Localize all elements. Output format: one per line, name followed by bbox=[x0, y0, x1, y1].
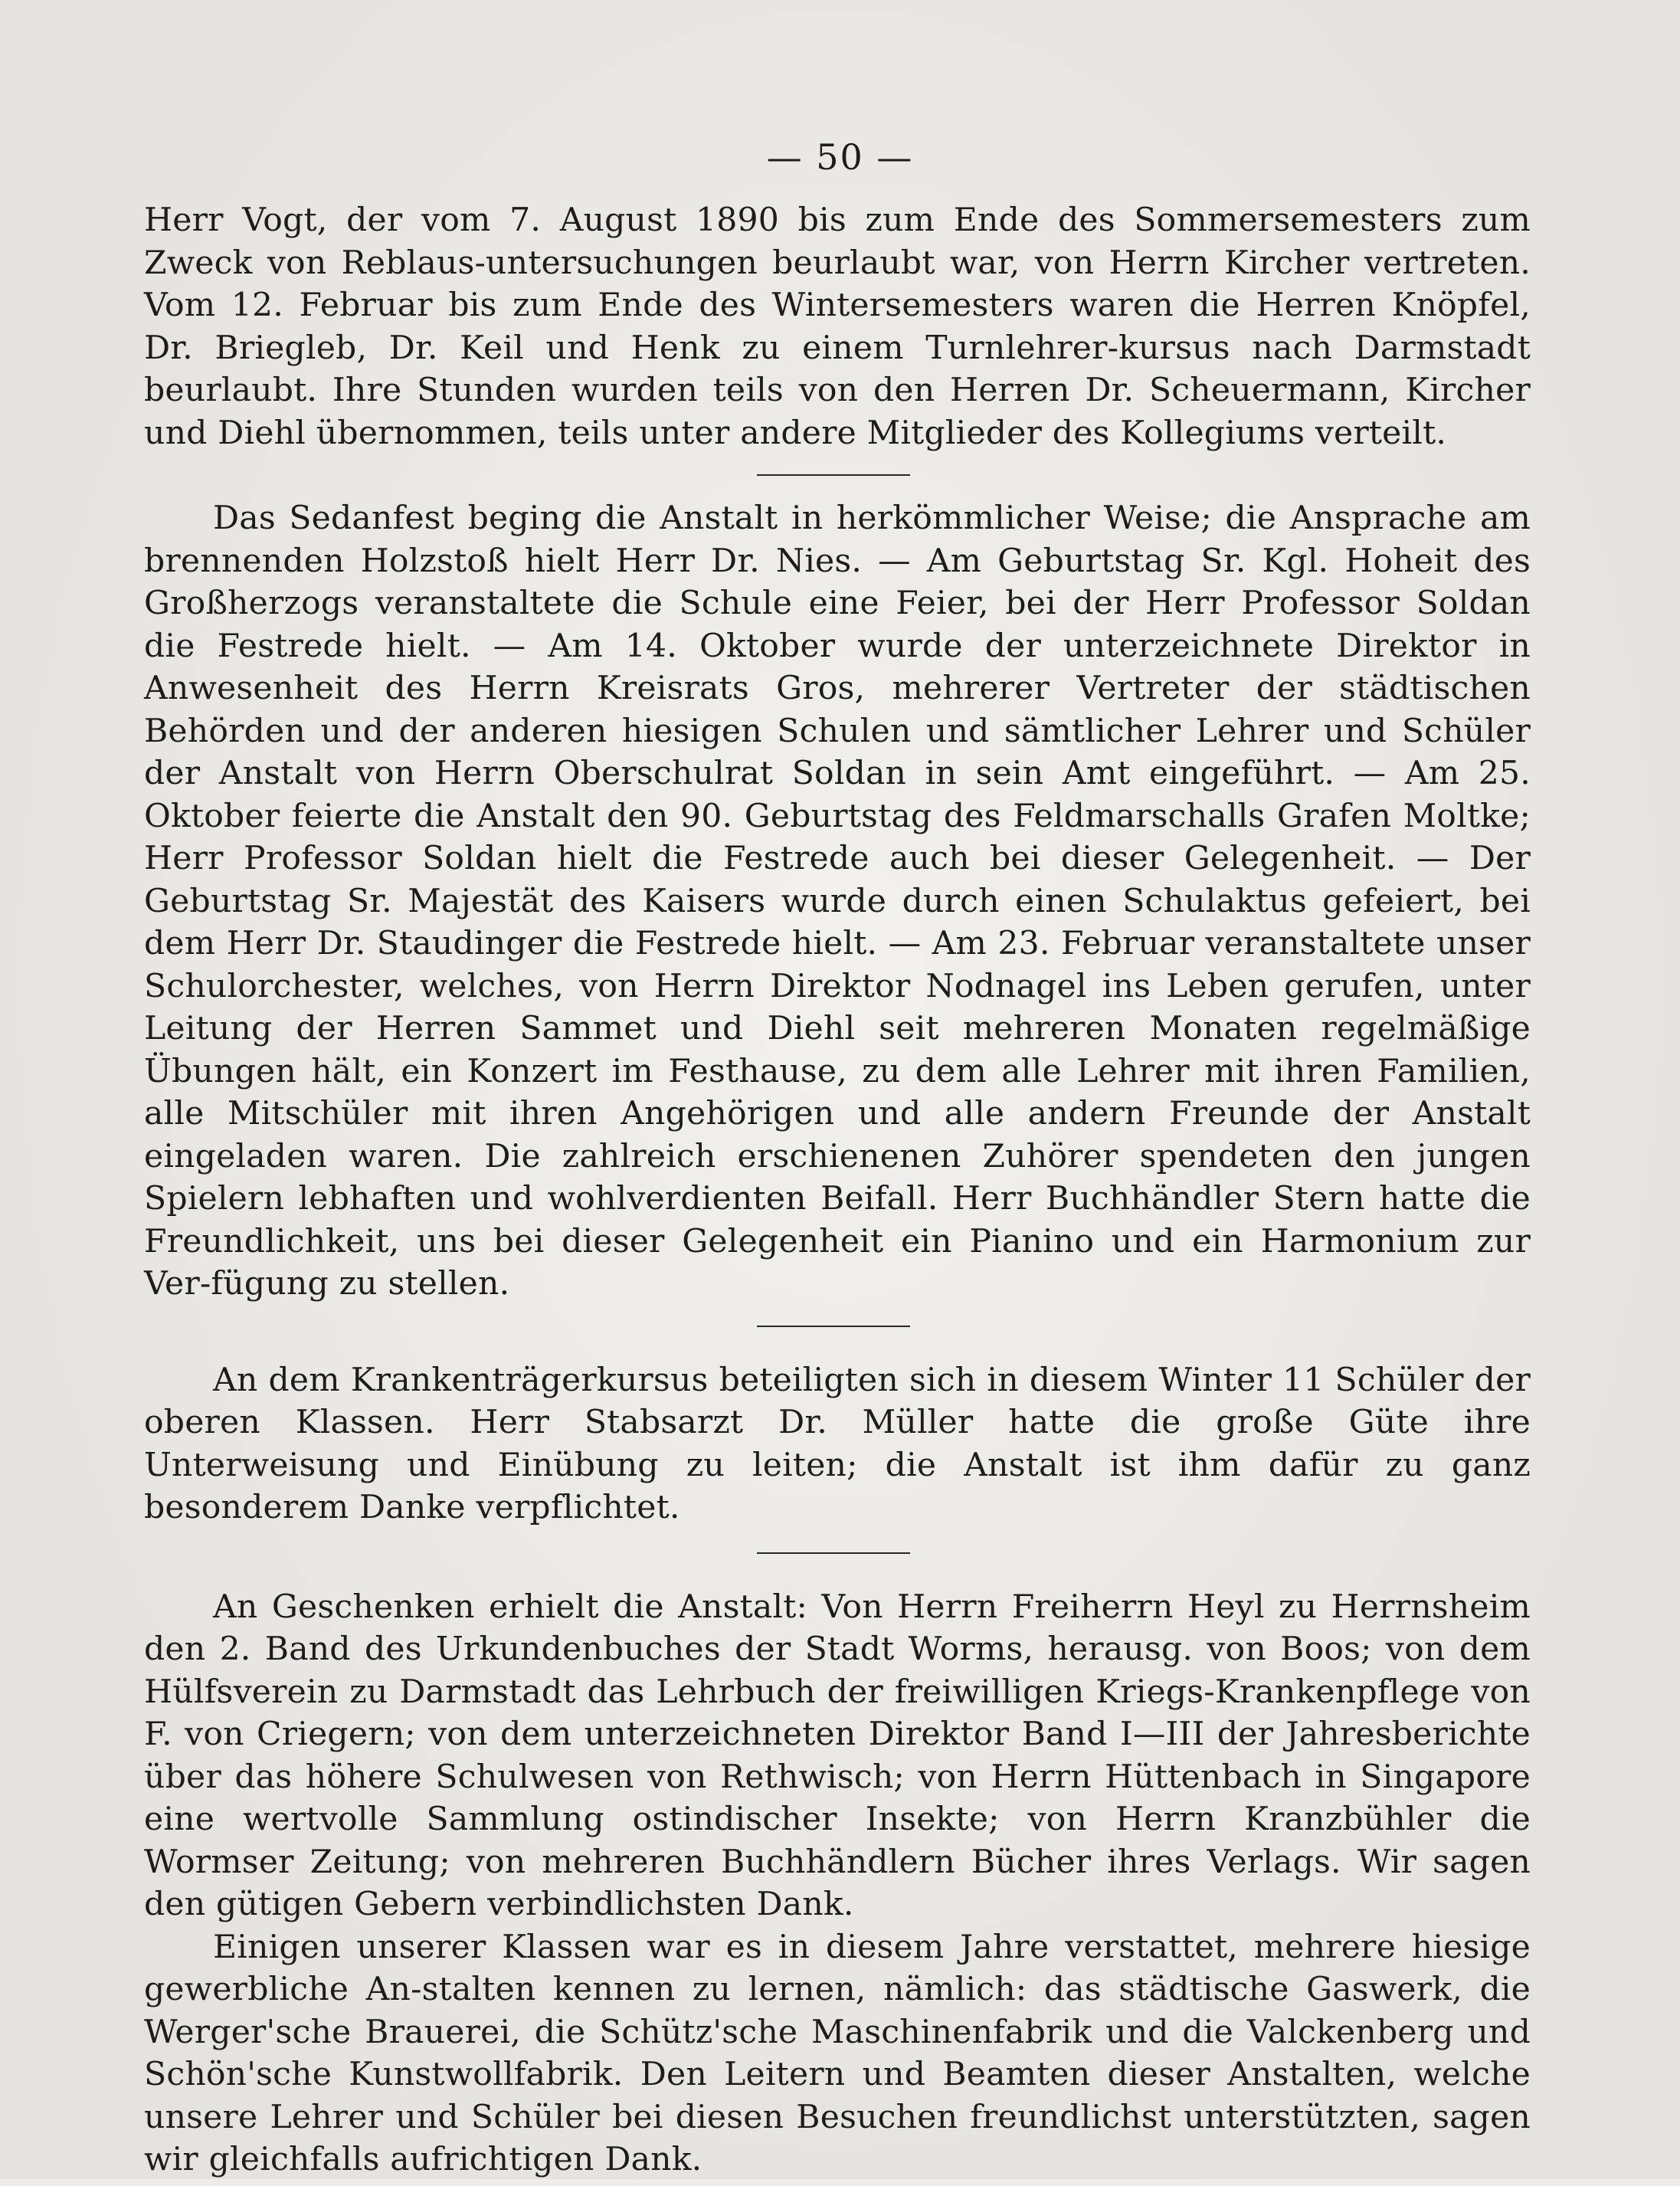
paragraph-celebrations: Das Sedanfest beging die Anstalt in herkömmlicher Weise; die Ansprache am brennenden Holzstoß hielt Herr Dr. Nies. — Am Geburtstag Sr. Kgl. Hoheit des Großherzogs veranstaltete die Schule eine Feier, bei der Herr Professor Soldan die Festrede hielt. — Am 14. Oktober wurde der unterzeichnete Direktor in Anwesenheit des Herrn Kreisrats Gros, mehrerer Vertreter der städtischen Behörden und der anderen hiesigen Schulen und sämtlicher Lehrer und Schüler der Anstalt von Herrn Oberschulrat Soldan in sein Amt eingeführt. — Am 25. Oktober feierte die Anstalt den 90. Geburtstag des Feldmarschalls Grafen Moltke; Herr Professor Soldan hielt die Festrede auch bei dieser Gelegenheit. — Der Geburtstag Sr. Majestät des Kaisers wurde durch einen Schulaktus gefeiert, bei dem Herr Dr. Staudinger die Festrede hielt. — Am 23. Februar veranstaltete unser Schulorchester, welches, von Herrn Direktor Nodnagel ins Leben gerufen, unter Leitung der Herren Sammet und Diehl seit mehreren Monaten regelmäßige Übungen hält, ein Konzert im Festhause, zu dem alle Lehrer mit ihren Familien, alle Mitschüler mit ihren Angehörigen und alle andern Freunde der Anstalt eingeladen waren. Die zahlreich erschienenen Zuhörer spendeten den jungen Spielern lebhaften und wohlverdienten Beifall. Herr Buchhändler Stern hatte die Freundlichkeit, uns bei dieser Gelegenheit ein Pianino und ein Harmonium zur Ver-fügung zu stellen. bbox=[144, 500, 1531, 1303]
section-divider bbox=[757, 1552, 910, 1554]
section-divider bbox=[757, 1326, 910, 1327]
section-divider bbox=[757, 474, 910, 476]
paragraph-staff-leave: Herr Vogt, der vom 7. August 1890 bis zum Ende des Sommersemesters zum Zweck von Reblaus-untersuchungen beurlaubt war, von Herrn Kircher vertreten. Vom 12. Februar bis zum Ende des Wintersemesters waren die Herren Knöpfel, Dr. Briegleb, Dr. Keil und Henk zu einem Turnlehrer-kursus nach Darmstadt beurlaubt. Ihre Stunden wurden teils von den Herren Dr. Scheuermann, Kircher und Diehl übernommen, teils unter andere Mitglieder des Kollegiums verteilt. bbox=[144, 202, 1531, 452]
paragraph-factory-visits: Einigen unserer Klassen war es in diesem Jahre verstattet, mehrere hiesige gewerbliche An-stalten kennen zu lernen, nämlich: das städtische Gaswerk, die Werger'sche Brauerei, die Schütz'sche Maschinenfabrik und die Valckenberg und Schön'sche Kunstwollfabrik. Den Leitern und Beamten dieser Anstalten, welche unsere Lehrer und Schüler bei diesen Besuchen freundlichst unterstützten, sagen wir gleichfalls aufrichtigen Dank. bbox=[144, 1928, 1531, 2178]
page-number: — 50 — bbox=[766, 136, 914, 178]
paragraph-donations: An Geschenken erhielt die Anstalt: Von Herrn Freiherrn Heyl zu Herrnsheim den 2. Band des Urkundenbuches der Stadt Worms, herausg. von Boos; von dem Hülfsverein zu Darmstadt das Lehrbuch der freiwilligen Kriegs-Krankenpflege von F. von Criegern; von dem unterzeichneten Direktor Band I—III der Jahresberichte über das höhere Schulwesen von Rethwisch; von Herrn Hüttenbach in Singapore eine wertvolle Sammlung ostindischer Insekte; von Herrn Kranzbühler die Wormser Zeitung; von mehreren Buchhändlern Bücher ihres Verlags. Wir sagen den gütigen Gebern verbindlichsten Dank. bbox=[144, 1588, 1531, 1923]
document-body bbox=[144, 199, 1531, 2186]
paragraph-first-aid-course: An dem Krankenträgerkursus beteiligten sich in diesem Winter 11 Schüler der oberen Klassen. Herr Stabsarzt Dr. Müller hatte die große Güte ihre Unterweisung und Einübung zu leiten; die Anstalt ist ihm dafür zu ganz besonderem Danke verpflichtet. bbox=[144, 1361, 1531, 1526]
